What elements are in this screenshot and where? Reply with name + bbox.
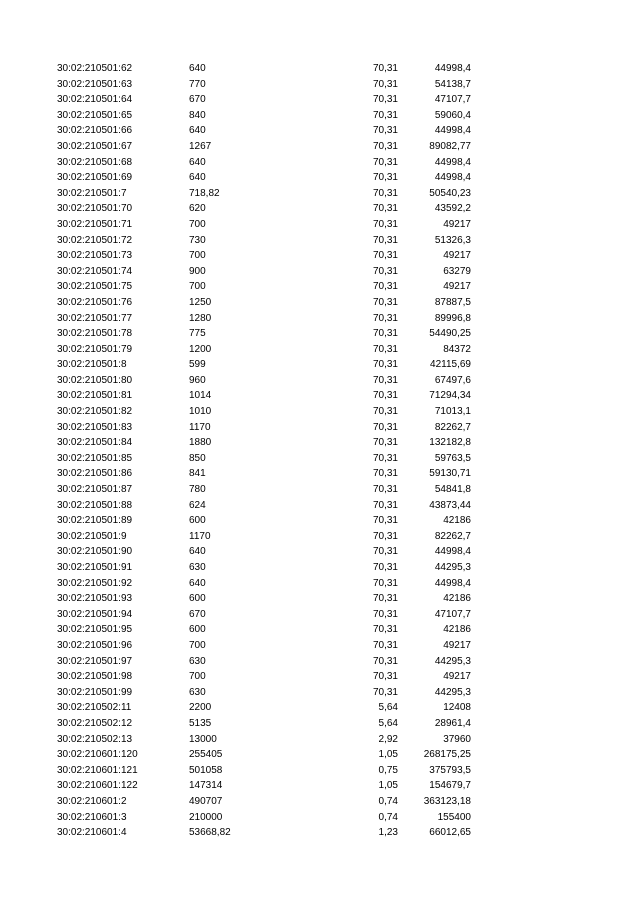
rate-cell: 70,31 <box>372 328 398 340</box>
area-cell: 1200 <box>189 343 212 355</box>
rate-cell: 70,31 <box>372 281 398 293</box>
rate-cell: 70,31 <box>372 655 398 667</box>
value-cell: 44998,4 <box>434 63 471 74</box>
cadastral-number-cell: 30:02:210501:64 <box>57 94 133 106</box>
value-cell: 49217 <box>443 250 471 262</box>
area-cell: 147314 <box>189 780 223 792</box>
table-row <box>0 108 640 124</box>
cadastral-number-cell: 30:02:210501:93 <box>57 593 133 605</box>
value-cell: 44295,3 <box>434 562 471 573</box>
value-cell: 375793,5 <box>429 764 471 776</box>
value-cell: 82262,7 <box>434 530 471 542</box>
cadastral-number-cell: 30:02:210501:9 <box>57 530 127 542</box>
table-row <box>0 186 640 202</box>
rate-cell: 70,31 <box>372 78 398 90</box>
value-cell: 87887,5 <box>434 296 471 308</box>
value-cell: 59130,71 <box>429 468 471 480</box>
area-cell: 1170 <box>189 421 211 433</box>
table-row <box>0 654 640 670</box>
area-cell: 630 <box>189 686 206 698</box>
value-cell: 71294,34 <box>429 390 471 402</box>
cadastral-number-cell: 30:02:210501:87 <box>57 484 133 496</box>
area-cell: 600 <box>189 515 206 527</box>
area-cell: 1170 <box>189 530 211 542</box>
cadastral-number-cell: 30:02:210501:89 <box>57 515 133 527</box>
rate-cell: 70,31 <box>372 390 398 402</box>
value-cell: 37960 <box>443 733 471 745</box>
rate-cell: 70,31 <box>372 203 398 215</box>
cadastral-number-cell: 30:02:210501:92 <box>57 577 133 589</box>
area-cell: 700 <box>189 639 206 651</box>
area-cell: 775 <box>189 328 206 340</box>
table-row <box>0 794 640 810</box>
cadastral-number-cell: 30:02:210501:97 <box>57 655 133 667</box>
area-cell: 700 <box>189 671 206 683</box>
cadastral-number-cell: 30:02:210501:88 <box>57 499 133 511</box>
rate-cell: 70,31 <box>372 187 398 199</box>
value-cell: 59060,4 <box>434 109 471 121</box>
value-cell: 51326,3 <box>434 234 471 246</box>
table-row <box>0 404 640 420</box>
cadastral-number-cell: 30:02:210501:69 <box>57 172 133 184</box>
cadastral-number-cell: 30:02:210501:63 <box>57 78 133 90</box>
area-cell: 630 <box>189 655 206 667</box>
table-row <box>0 357 640 373</box>
rate-cell: 70,31 <box>372 234 398 246</box>
area-cell: 630 <box>189 562 206 573</box>
table-row <box>0 435 640 451</box>
value-cell: 12408 <box>443 702 471 714</box>
spreadsheet-table <box>0 61 640 841</box>
value-cell: 63279 <box>443 265 471 277</box>
cadastral-number-cell: 30:02:210501:70 <box>57 203 133 215</box>
rate-cell: 70,31 <box>372 63 398 74</box>
rate-cell: 70,31 <box>372 468 398 480</box>
value-cell: 154679,7 <box>429 780 471 792</box>
table-row <box>0 233 640 249</box>
cadastral-number-cell: 30:02:210501:78 <box>57 328 133 340</box>
value-cell: 47107,7 <box>434 608 471 620</box>
area-cell: 13000 <box>189 733 217 745</box>
table-row <box>0 763 640 779</box>
value-cell: 49217 <box>443 281 471 293</box>
rate-cell: 5,64 <box>378 702 398 714</box>
table-row <box>0 388 640 404</box>
value-cell: 44998,4 <box>434 577 471 589</box>
table-row <box>0 170 640 186</box>
rate-cell: 1,05 <box>378 780 398 792</box>
table-row <box>0 544 640 560</box>
value-cell: 42186 <box>443 593 471 605</box>
cadastral-number-cell: 30:02:210501:8 <box>57 359 127 371</box>
area-cell: 620 <box>189 203 206 215</box>
table-row <box>0 139 640 155</box>
area-cell: 2200 <box>189 702 212 714</box>
value-cell: 132182,8 <box>429 437 471 449</box>
area-cell: 501058 <box>189 764 223 776</box>
cadastral-number-cell: 30:02:210601:122 <box>57 780 138 792</box>
rate-cell: 1,23 <box>378 827 398 839</box>
value-cell: 71013,1 <box>434 406 471 418</box>
rate-cell: 70,31 <box>372 577 398 589</box>
table-row <box>0 747 640 763</box>
cadastral-number-cell: 30:02:210501:94 <box>57 608 133 620</box>
cadastral-number-cell: 30:02:210502:13 <box>57 733 133 745</box>
cadastral-number-cell: 30:02:210501:65 <box>57 109 133 121</box>
rate-cell: 70,31 <box>372 265 398 277</box>
area-cell: 670 <box>189 608 206 620</box>
cadastral-number-cell: 30:02:210501:76 <box>57 296 133 308</box>
cadastral-number-cell: 30:02:210601:3 <box>57 811 127 823</box>
cadastral-number-cell: 30:02:210501:79 <box>57 343 133 355</box>
table-row <box>0 607 640 623</box>
area-cell: 1280 <box>189 312 212 324</box>
value-cell: 89082,77 <box>429 140 471 152</box>
table-row <box>0 700 640 716</box>
area-cell: 960 <box>189 374 206 386</box>
table-row <box>0 622 640 638</box>
cadastral-number-cell: 30:02:210502:12 <box>57 717 133 729</box>
cadastral-number-cell: 30:02:210501:77 <box>57 312 133 324</box>
rate-cell: 70,31 <box>372 484 398 496</box>
table-row <box>0 92 640 108</box>
cadastral-number-cell: 30:02:210501:66 <box>57 125 133 137</box>
area-cell: 600 <box>189 624 206 636</box>
table-row <box>0 513 640 529</box>
cadastral-number-cell: 30:02:210501:90 <box>57 546 133 558</box>
area-cell: 1267 <box>189 140 212 152</box>
value-cell: 82262,7 <box>434 421 471 433</box>
value-cell: 67497,6 <box>434 374 471 386</box>
cadastral-number-cell: 30:02:210501:99 <box>57 686 133 698</box>
cadastral-number-cell: 30:02:210501:84 <box>57 437 133 449</box>
cadastral-number-cell: 30:02:210601:2 <box>57 795 127 807</box>
area-cell: 780 <box>189 484 206 496</box>
table-row <box>0 482 640 498</box>
value-cell: 54138,7 <box>434 78 471 90</box>
value-cell: 42186 <box>443 624 471 636</box>
rate-cell: 2,92 <box>378 733 398 745</box>
cadastral-number-cell: 30:02:210501:86 <box>57 468 133 480</box>
area-cell: 770 <box>189 78 206 90</box>
cadastral-number-cell: 30:02:210501:85 <box>57 452 133 464</box>
rate-cell: 70,31 <box>372 452 398 464</box>
cadastral-number-cell: 30:02:210501:75 <box>57 281 133 293</box>
table-row <box>0 451 640 467</box>
rate-cell: 70,31 <box>372 671 398 683</box>
rate-cell: 70,31 <box>372 499 398 511</box>
value-cell: 363123,18 <box>423 795 471 807</box>
area-cell: 841 <box>189 468 206 480</box>
value-cell: 89996,8 <box>434 312 471 324</box>
value-cell: 42186 <box>443 515 471 527</box>
table-row <box>0 61 640 77</box>
rate-cell: 5,64 <box>378 717 398 729</box>
table-row <box>0 576 640 592</box>
cadastral-number-cell: 30:02:210501:74 <box>57 265 133 277</box>
cadastral-number-cell: 30:02:210601:120 <box>57 749 138 761</box>
area-cell: 1014 <box>189 390 212 402</box>
area-cell: 599 <box>189 359 206 371</box>
table-row <box>0 201 640 217</box>
value-cell: 54841,8 <box>434 484 471 496</box>
area-cell: 840 <box>189 109 206 121</box>
value-cell: 66012,65 <box>429 827 471 839</box>
rate-cell: 70,31 <box>372 374 398 386</box>
cadastral-number-cell: 30:02:210501:67 <box>57 140 133 152</box>
cadastral-number-cell: 30:02:210501:83 <box>57 421 133 433</box>
table-row <box>0 685 640 701</box>
value-cell: 44998,4 <box>434 172 471 184</box>
value-cell: 268175,25 <box>423 749 471 761</box>
rate-cell: 70,31 <box>372 343 398 355</box>
area-cell: 640 <box>189 156 206 168</box>
value-cell: 44998,4 <box>434 156 471 168</box>
cadastral-number-cell: 30:02:210502:11 <box>57 702 132 714</box>
value-cell: 54490,25 <box>429 328 471 340</box>
rate-cell: 70,31 <box>372 624 398 636</box>
rate-cell: 70,31 <box>372 530 398 542</box>
value-cell: 49217 <box>443 671 471 683</box>
cadastral-number-cell: 30:02:210601:121 <box>57 764 138 776</box>
rate-cell: 70,31 <box>372 172 398 184</box>
area-cell: 640 <box>189 577 206 589</box>
value-cell: 49217 <box>443 218 471 230</box>
area-cell: 640 <box>189 546 206 558</box>
area-cell: 600 <box>189 593 206 605</box>
cadastral-number-cell: 30:02:210501:71 <box>57 218 133 230</box>
rate-cell: 70,31 <box>372 608 398 620</box>
rate-cell: 1,05 <box>378 749 398 761</box>
cadastral-number-cell: 30:02:210501:73 <box>57 250 133 262</box>
table-row <box>0 311 640 327</box>
cadastral-number-cell: 30:02:210601:4 <box>57 827 127 839</box>
value-cell: 44295,3 <box>434 655 471 667</box>
rate-cell: 70,31 <box>372 156 398 168</box>
rate-cell: 70,31 <box>372 312 398 324</box>
value-cell: 44998,4 <box>434 125 471 137</box>
table-row <box>0 669 640 685</box>
value-cell: 44295,3 <box>434 686 471 698</box>
table-row <box>0 591 640 607</box>
cadastral-number-cell: 30:02:210501:62 <box>57 63 133 74</box>
rate-cell: 70,31 <box>372 94 398 106</box>
value-cell: 59763,5 <box>434 452 471 464</box>
table-row <box>0 560 640 576</box>
area-cell: 850 <box>189 452 206 464</box>
rate-cell: 70,31 <box>372 359 398 371</box>
area-cell: 900 <box>189 265 206 277</box>
value-cell: 50540,23 <box>429 187 471 199</box>
table-row <box>0 810 640 826</box>
rate-cell: 70,31 <box>372 421 398 433</box>
table-row <box>0 716 640 732</box>
area-cell: 1250 <box>189 296 212 308</box>
table-row <box>0 778 640 794</box>
value-cell: 49217 <box>443 639 471 651</box>
rate-cell: 70,31 <box>372 639 398 651</box>
value-cell: 44998,4 <box>434 546 471 558</box>
rate-cell: 70,31 <box>372 109 398 121</box>
value-cell: 28961,4 <box>434 717 471 729</box>
table-row <box>0 264 640 280</box>
rate-cell: 70,31 <box>372 593 398 605</box>
table-row <box>0 342 640 358</box>
table-row <box>0 155 640 171</box>
area-cell: 730 <box>189 234 206 246</box>
area-cell: 700 <box>189 281 206 293</box>
table-row <box>0 77 640 93</box>
cadastral-number-cell: 30:02:210501:81 <box>57 390 133 402</box>
area-cell: 718,82 <box>189 187 220 199</box>
area-cell: 1880 <box>189 437 212 449</box>
value-cell: 43873,44 <box>429 499 471 511</box>
area-cell: 700 <box>189 218 206 230</box>
area-cell: 53668,82 <box>189 827 231 839</box>
rate-cell: 70,31 <box>372 406 398 418</box>
table-row <box>0 373 640 389</box>
value-cell: 155400 <box>437 811 471 823</box>
area-cell: 5135 <box>189 717 212 729</box>
table-row <box>0 638 640 654</box>
cadastral-number-cell: 30:02:210501:7 <box>57 187 127 199</box>
rate-cell: 70,31 <box>372 125 398 137</box>
table-row <box>0 326 640 342</box>
area-cell: 490707 <box>189 795 223 807</box>
cadastral-number-cell: 30:02:210501:96 <box>57 639 133 651</box>
table-row <box>0 498 640 514</box>
rate-cell: 70,31 <box>372 546 398 558</box>
area-cell: 670 <box>189 94 206 106</box>
table-row <box>0 466 640 482</box>
cadastral-number-cell: 30:02:210501:98 <box>57 671 133 683</box>
rate-cell: 0,75 <box>378 764 398 776</box>
table-row <box>0 123 640 139</box>
table-row <box>0 825 640 841</box>
rate-cell: 70,31 <box>372 562 398 573</box>
area-cell: 1010 <box>189 406 212 418</box>
cadastral-number-cell: 30:02:210501:68 <box>57 156 133 168</box>
rate-cell: 70,31 <box>372 515 398 527</box>
table-row <box>0 217 640 233</box>
value-cell: 84372 <box>443 343 471 355</box>
area-cell: 255405 <box>189 749 223 761</box>
rate-cell: 70,31 <box>372 437 398 449</box>
value-cell: 42115,69 <box>430 359 471 371</box>
area-cell: 640 <box>189 63 206 74</box>
area-cell: 210000 <box>189 811 223 823</box>
value-cell: 47107,7 <box>434 94 471 106</box>
value-cell: 43592,2 <box>434 203 471 215</box>
area-cell: 640 <box>189 172 206 184</box>
table-row <box>0 295 640 311</box>
cadastral-number-cell: 30:02:210501:95 <box>57 624 133 636</box>
rate-cell: 70,31 <box>372 296 398 308</box>
table-row <box>0 248 640 264</box>
table-row <box>0 529 640 545</box>
table-row <box>0 732 640 748</box>
rate-cell: 70,31 <box>372 140 398 152</box>
area-cell: 624 <box>189 499 206 511</box>
rate-cell: 0,74 <box>378 811 398 823</box>
area-cell: 700 <box>189 250 206 262</box>
area-cell: 640 <box>189 125 206 137</box>
cadastral-number-cell: 30:02:210501:91 <box>57 562 133 573</box>
table-row <box>0 279 640 295</box>
cadastral-number-cell: 30:02:210501:80 <box>57 374 133 386</box>
rate-cell: 70,31 <box>372 218 398 230</box>
cadastral-number-cell: 30:02:210501:72 <box>57 234 133 246</box>
table-row <box>0 420 640 436</box>
rate-cell: 70,31 <box>372 686 398 698</box>
cadastral-number-cell: 30:02:210501:82 <box>57 406 133 418</box>
rate-cell: 0,74 <box>378 795 398 807</box>
rate-cell: 70,31 <box>372 250 398 262</box>
